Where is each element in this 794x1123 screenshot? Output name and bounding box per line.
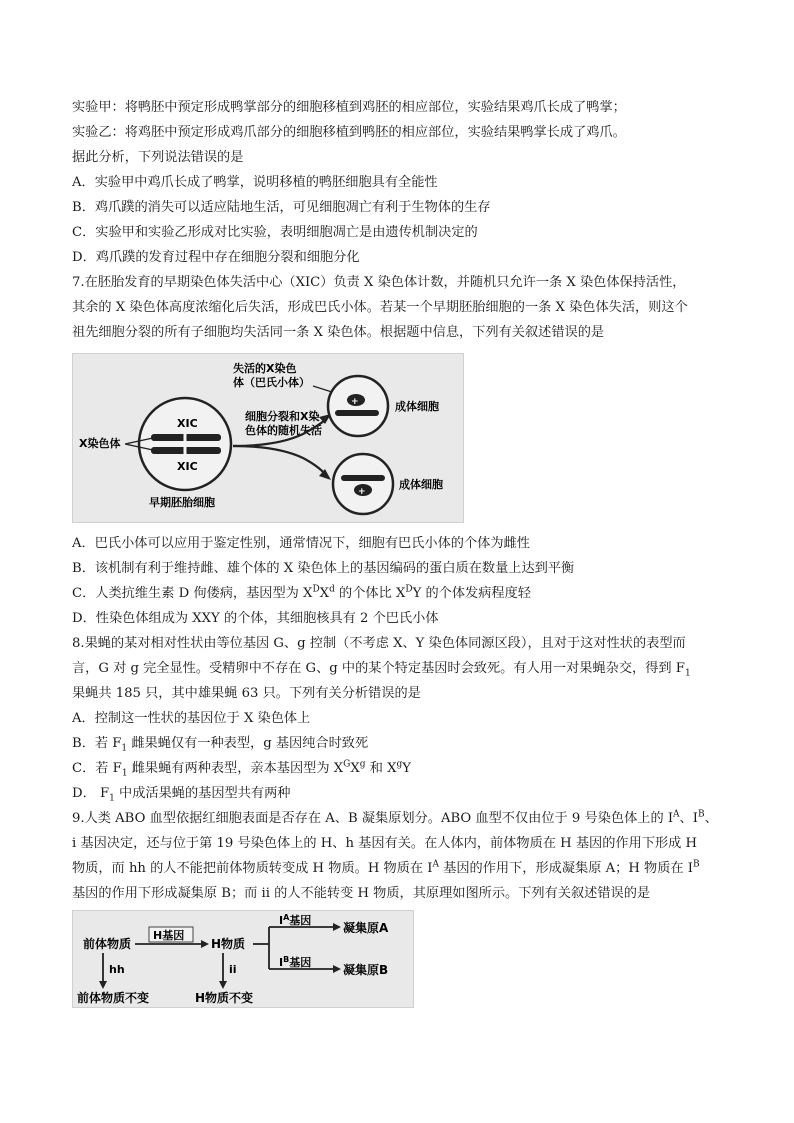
q7-stem-line-2: 其余的 X 染色体高度浓缩化后失活，形成巴氏小体。若某一个早期胚胎细胞的一条 X 染色体失活，则这个	[72, 300, 688, 315]
q7-figure-svg	[73, 354, 463, 522]
q9-stem-line-4: 基因的作用下形成凝集原 B；而 ii 的人不能转变 H 物质，其原理如图所示。下列有关叙述错误的是	[72, 886, 651, 901]
arrowhead-a	[333, 923, 341, 931]
q8-option-a: A．控制这一性状的基因位于 X 染色体上	[72, 711, 311, 726]
adult-cell-top-label: 成体细胞	[395, 400, 439, 413]
x-chromosome-label: X染色体	[79, 437, 121, 450]
arrow-to-adult-bottom	[233, 446, 325, 474]
q7-option-a: A．巴氏小体可以应用于鉴定性别，通常情况下，细胞有巴氏小体的个体为雌性	[72, 536, 530, 551]
q6-option-d: D．鸡爪蹼的发育过程中存在细胞分裂和细胞分化	[72, 250, 360, 265]
active-x-top	[335, 410, 379, 416]
q9-figure-svg	[73, 911, 413, 1007]
q7-option-b: B．该机制有利于维持雌、雄个体的 X 染色体上的基因编码的蛋白质在数量上达到平衡	[72, 561, 575, 576]
q7-stem-line-3: 祖先细胞分裂的所有子细胞均失活同一条 X 染色体。根据题中信息，下列有关叙述错误的是	[72, 325, 605, 340]
barr-body-top-mark: +	[351, 397, 359, 407]
q7-figure	[72, 353, 464, 523]
precursor-label: 前体物质	[83, 937, 132, 951]
q6-option-b: B．鸡爪蹼的消失可以适应陆地生活，可见细胞凋亡有利于生物体的生存	[72, 200, 491, 215]
q7-option-c: C．人类抗维生素 D 佝偻病，基因型为 $X^DX^d$ 的个体比 $X^DY$ 的个体发病程度轻	[72, 584, 531, 601]
h-substance-label: H物质	[211, 937, 246, 951]
active-x-bottom	[341, 475, 385, 481]
q8-stem-line-3: 果蝇共 185 只，其中雄果蝇 63 只。下列有关分析错误的是	[72, 686, 421, 701]
h-unchanged-label: H物质不变	[195, 991, 254, 1005]
q8-option-d: D． $F_1$ 中成活果蝇的基因型共有两种	[72, 786, 291, 804]
arrowhead-b	[333, 965, 341, 973]
arrowhead-ii	[219, 981, 227, 989]
xic-bottom-label: XIC	[177, 460, 198, 473]
arrowhead-precursor-h	[201, 940, 209, 948]
barr-body-bottom-mark: +	[358, 487, 366, 497]
agglutinogen-b-label: 凝集原B	[343, 963, 389, 977]
xic-top-label: XIC	[177, 417, 198, 430]
ii-label: ii	[229, 963, 237, 976]
q7-option-d: D．性染色体组成为 XXY 的个体，其细胞核具有 2 个巴氏小体	[72, 611, 439, 626]
h-gene-label: H基因	[153, 929, 185, 942]
adult-cell-bottom-label: 成体细胞	[399, 478, 443, 491]
q8-stem-line-1: 8.果蝇的某对相对性状由等位基因 G、g 控制（不考虑 X、Y 染色体同源区段），且对于这对性状的表型而	[72, 636, 686, 651]
process-label-2: 色体的随机失活	[245, 424, 322, 437]
q9-stem-line-3: 物质，而 hh 的人不能把前体物质转变成 H 物质。H 物质在 $I^A$ 基因的作用下，形成凝集原 A；H 物质在 $I^B$	[72, 859, 700, 876]
q6-stem: 据此分析，下列说法错误的是	[72, 150, 244, 165]
q6-option-c: C．实验甲和实验乙形成对比实验，表明细胞凋亡是由遗传机制决定的	[72, 225, 478, 240]
q9-stem-line-1: 9.人类 ABO 血型依据红细胞表面是否存在 A、B 凝集原划分。ABO 血型不仅由位于 9 号染色体上的 $I^A$、$I^B$、	[72, 809, 718, 826]
q6-option-a: A．实验甲中鸡爪长成了鸭掌，说明移植的鸭胚细胞具有全能性	[72, 175, 438, 190]
q7-stem-line-1: 7.在胚胎发育的早期染色体失活中心（XIC）负责 X 染色体计数，并随机只允许一条 X 染色体保持活性，	[72, 275, 686, 290]
precursor-unchanged-label: 前体物质不变	[77, 991, 150, 1005]
q9-stem-line-2: i 基因决定，还与位于第 19 号染色体上的 H、h 基因有关。在人体内，前体物质在 H 基因的作用下形成 H	[72, 836, 698, 851]
arrowhead-hh	[99, 981, 107, 989]
q9-figure	[72, 910, 414, 1008]
process-label-1: 细胞分裂和X染	[245, 410, 320, 423]
q8-option-b: B．若 $F_1$ 雌果蝇仅有一种表型，g 基因纯合时致死	[72, 736, 369, 754]
q6-experiment-a: 实验甲：将鸭胚中预定形成鸭掌部分的细胞移植到鸡胚的相应部位，实验结果鸡爪长成了鸭掌；	[72, 100, 626, 115]
agglutinogen-a-label: 凝集原A	[343, 921, 389, 935]
inactive-label-2: 体（巴氏小体）	[233, 376, 310, 389]
q8-stem-line-2: 言，G 对 g 完全显性。受精卵中不存在 G、g 中的某个特定基因时会致死。有人用一对果蝇杂交，得到 $F_1$	[72, 661, 691, 679]
q6-experiment-b: 实验乙：将鸡胚中预定形成鸡爪部分的细胞移植到鸭胚的相应部位，实验结果鸭掌长成了鸡爪。	[72, 125, 626, 140]
early-embryo-label: 早期胚胎细胞	[149, 496, 215, 509]
inactive-label-1: 失活的X染色	[233, 362, 297, 375]
q8-option-c: C．若 $F_1$ 雌果蝇有两种表型，亲本基因型为 $X^GX^g$ 和 $X^gY$	[72, 759, 411, 779]
ib-gene-label: $I^B$基因	[279, 955, 312, 969]
ia-gene-label: $I^A$基因	[279, 913, 312, 927]
hh-label: hh	[109, 963, 125, 976]
